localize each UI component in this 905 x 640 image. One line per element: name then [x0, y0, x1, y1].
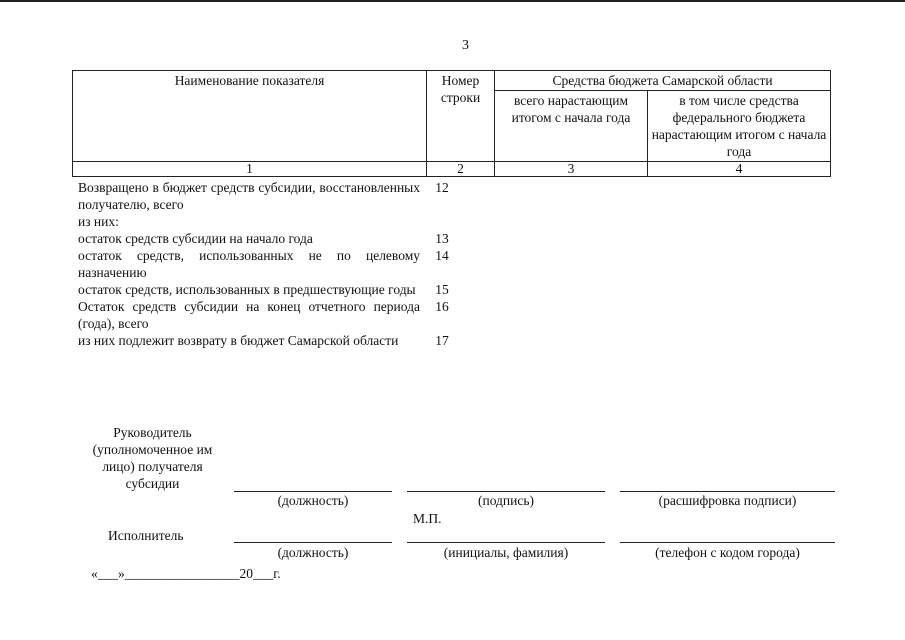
- header-row-1: [73, 71, 831, 91]
- row-label: Остаток средств субсидии на конец отчетного периода (года), всего: [78, 299, 420, 331]
- col-number-1: 1: [73, 162, 427, 177]
- col-number-4: 4: [648, 162, 831, 177]
- page-number: 3: [462, 38, 469, 53]
- exec-position-caption: (должность): [277, 545, 349, 560]
- row-number: 17: [435, 333, 449, 348]
- col2-header-line2: строки: [440, 90, 481, 105]
- table-row: [78, 281, 498, 298]
- col3-header: всего нарастающим итогом с начала года: [495, 91, 648, 162]
- row-label: Возвращено в бюджет средств субсидии, восстановленных получателю, всего: [78, 180, 420, 212]
- column-number-row: [73, 162, 831, 177]
- top-rule: [0, 0, 905, 2]
- col-number-2: 2: [427, 162, 495, 177]
- col2-header: [427, 71, 495, 162]
- head-label: Руководитель (уполномоченное им лицо) получателя субсидии: [92, 425, 213, 491]
- executor-label: Исполнитель: [108, 528, 184, 543]
- head-signature-caption: (подпись): [477, 493, 535, 508]
- table-row: [78, 298, 498, 332]
- exec-position-line: [234, 542, 392, 543]
- stamp-placeholder: М.П.: [413, 511, 442, 526]
- head-decoding-caption: (расшифровка подписи): [658, 493, 797, 508]
- exec-name-caption: (инициалы, фамилия): [443, 545, 569, 560]
- row-label: остаток средств субсидии на начало года: [78, 231, 313, 246]
- exec-phone-caption: (телефон с кодом города): [655, 545, 800, 560]
- row-label: из них:: [78, 214, 119, 229]
- row-number: 14: [435, 248, 449, 263]
- report-header-table: [72, 70, 831, 177]
- row-label: из них подлежит возврату в бюджет Самарской области: [78, 333, 399, 348]
- row-number: [422, 213, 462, 230]
- table-row: [78, 213, 498, 230]
- date-line: «___»_________________20___г.: [91, 566, 281, 581]
- row-number: 15: [435, 282, 449, 297]
- table-row: [78, 332, 498, 349]
- head-decoding-line: [620, 491, 835, 492]
- col4-header: в том числе средства федерального бюджета нарастающим итогом с начала года: [648, 91, 831, 162]
- row-number: 12: [435, 180, 449, 195]
- indicator-rows: [78, 179, 498, 349]
- head-signature-line: [407, 491, 605, 492]
- table-row: [78, 230, 498, 247]
- row-number: 13: [435, 231, 449, 246]
- head-position-line: [234, 491, 392, 492]
- head-position-caption: (должность): [277, 493, 349, 508]
- table-row: [78, 179, 498, 213]
- budget-group-header: Средства бюджета Самарской области: [495, 71, 831, 91]
- row-number: 16: [435, 299, 449, 314]
- exec-name-line: [407, 542, 605, 543]
- col1-header: Наименование показателя: [73, 71, 427, 162]
- col-number-3: 3: [495, 162, 648, 177]
- table-row: [78, 247, 498, 281]
- row-label: остаток средств, использованных не по целевому назначению: [78, 248, 420, 280]
- exec-phone-line: [620, 542, 835, 543]
- col2-header-line1: Номер: [441, 73, 480, 88]
- row-label: остаток средств, использованных в предшествующие годы: [78, 282, 416, 297]
